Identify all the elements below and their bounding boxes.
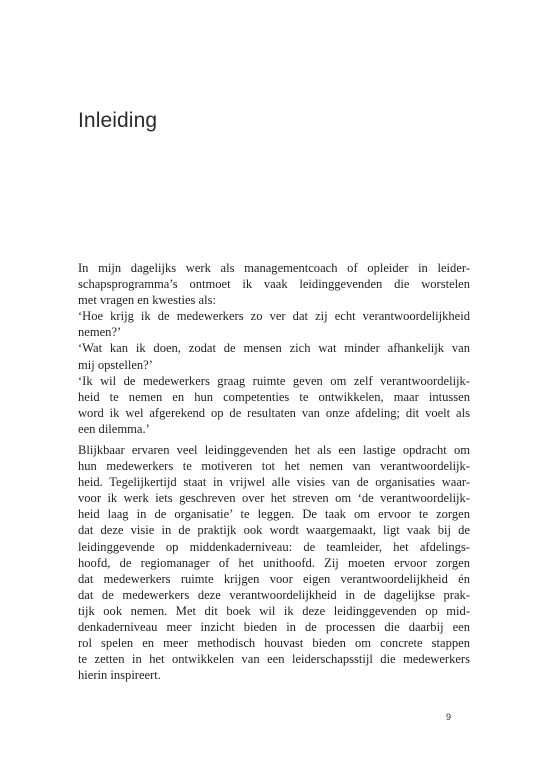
text-line: ‘Ik wil de medewerkers graag ruimte geven om zelf verantwoordelijk- <box>78 373 470 388</box>
text-line: dat deze visie in de praktijk ook wordt waargemaakt, ligt vaak bij de <box>78 523 470 538</box>
text-line: met vragen en kwesties als: <box>78 293 216 308</box>
text-line: ‘Hoe krijg ik de medewerkers zo ver dat zij echt verantwoordelijkheid <box>78 309 470 324</box>
text-line: word ik wel afgerekend op de resultaten van onze afdeling; dit voelt als <box>78 405 470 420</box>
text-line: schapsprogramma’s ontmoet ik vaak leidinggevenden die worstelen <box>78 277 470 292</box>
text-line: hoofd, de regiomanager of het unithoofd. Zij moeten ervoor zorgen <box>78 555 470 570</box>
page-number: 9 <box>446 712 452 722</box>
text-line: heid. Tegelijkertijd staat in vrijwel alle visies van de organisaties waar- <box>78 475 470 490</box>
text-line: leidinggevende op middenkaderniveau: de teamleider, het afdelings- <box>78 539 470 554</box>
text-line: Blijkbaar ervaren veel leidinggevenden het als een lastige opdracht om <box>78 443 470 457</box>
text-line: tijk ook nemen. Met dit boek wil ik deze leidinggevenden op mid- <box>78 603 470 618</box>
text-line: ‘Wat kan ik doen, zodat de mensen zich wat minder afhankelijk van <box>78 341 470 356</box>
chapter-title: Inleiding <box>78 109 158 132</box>
text-line: mij opstellen?’ <box>78 357 153 372</box>
text-line: dat de medewerkers deze verantwoordelijkheid in de dagelijkse prak- <box>78 587 470 602</box>
text-line: voor ik werk iets geschreven over het streven om ‘de verantwoordelijk- <box>78 491 470 506</box>
text-line: denkaderniveau meer inzicht bieden in de processen die daarbij een <box>78 620 470 635</box>
text-line: dat medewerkers ruimte krijgen voor eigen verantwoordelijkheid én <box>78 571 470 586</box>
text-line: rol spelen en meer methodisch houvast bieden om concrete stappen <box>78 636 470 651</box>
text-line: heid laag in de organisatie’ te leggen. De taak om ervoor te zorgen <box>78 507 470 522</box>
paragraph-intro <box>78 260 470 437</box>
text-line: te zetten in het ontwikkelen van een leiderschapsstijl die medewerkers <box>78 652 470 667</box>
text-line: heid te nemen en hun competenties te ontwikkelen, maar intussen <box>78 389 470 404</box>
text-line: nemen?’ <box>78 325 122 340</box>
text-line: In mijn dagelijks werk als managementcoach of opleider in leider- <box>78 261 470 275</box>
text-line: een dilemma.’ <box>78 421 150 436</box>
paragraph-body <box>78 442 470 683</box>
text-line: hierin inspireert. <box>78 668 161 683</box>
text-line: hun medewerkers te motiveren tot het nemen van verantwoordelijk- <box>78 459 470 474</box>
